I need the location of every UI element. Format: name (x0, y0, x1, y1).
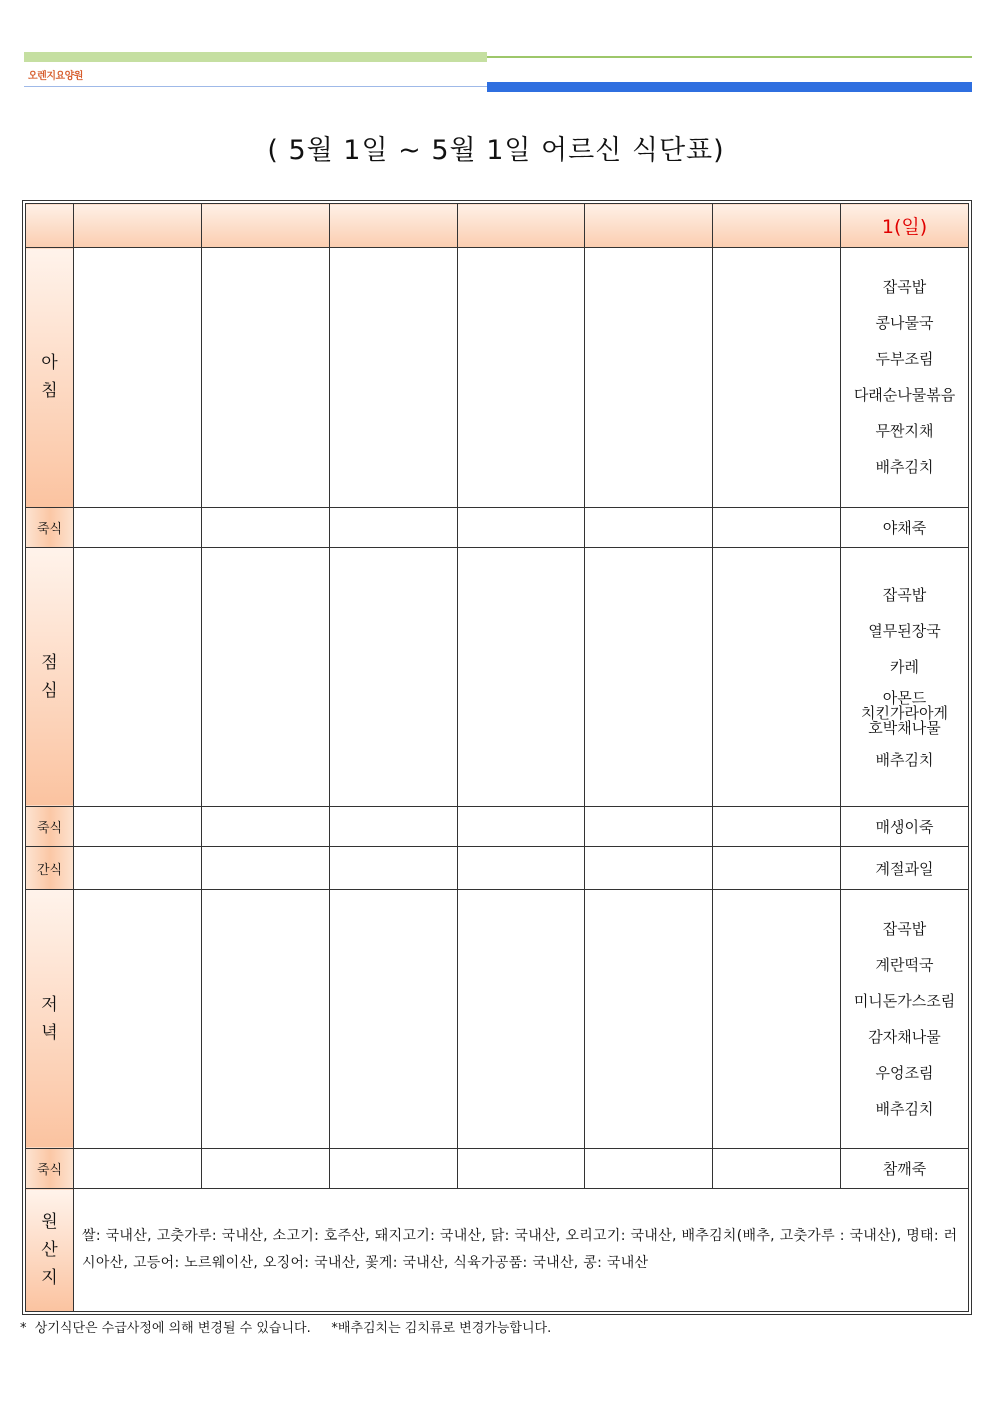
menu-item: 미니돈가스조림 (853, 991, 956, 1010)
origin-info-text: 쌀: 국내산, 고춧가루: 국내산, 소고기: 호주산, 돼지고기: 국내산, 닭: 국내산, 오리고기: 국내산, 배추김치(배추, 고춧가루 : 국내산), 명태: 러시아산, 고등어: 노르웨이산, 오징어: 국내산, 꽃게: 국내산, 식육가공품: 국내산, 콩: 국내산 (74, 1189, 969, 1312)
day-column-header (585, 204, 713, 248)
empty-cell (74, 847, 202, 889)
empty-cell (585, 807, 713, 847)
origin-row (26, 1189, 969, 1312)
empty-cell (457, 807, 585, 847)
empty-cell (74, 1149, 202, 1189)
porridge-row (26, 507, 969, 547)
page-title: ( 5월 1일 ~ 5월 1일 어르신 식단표) (267, 135, 725, 166)
empty-cell (457, 847, 585, 889)
origin-label-line2: 산 (41, 1240, 58, 1261)
footnote: * 상기식단은 수급사정에 의해 변경될 수 있습니다. *배추김치는 김치류로 변경가능합니다. (20, 1321, 552, 1336)
empty-cell (329, 547, 457, 806)
header-corner-cell (26, 204, 74, 248)
breakfast-label-line1: 아 (41, 353, 58, 374)
empty-cell (713, 507, 841, 547)
menu-item: 다래순나물볶음 (853, 386, 956, 405)
empty-cell (713, 1149, 841, 1189)
empty-cell (457, 507, 585, 547)
empty-cell (457, 547, 585, 806)
dinner-menu-cell (841, 889, 969, 1148)
porridge-label: 죽식 (26, 1149, 74, 1189)
day-column-header (201, 204, 329, 248)
empty-cell (713, 807, 841, 847)
empty-cell (74, 248, 202, 507)
empty-cell (585, 1149, 713, 1189)
day-column-header (329, 204, 457, 248)
header-green-line (487, 56, 972, 58)
empty-cell (329, 248, 457, 507)
menu-item: 두부조림 (875, 350, 934, 369)
porridge-menu-cell: 참깨죽 (841, 1149, 969, 1189)
lunch-label (26, 547, 74, 806)
porridge-menu-cell: 매생이죽 (841, 807, 969, 847)
breakfast-row (26, 248, 969, 507)
empty-cell (713, 248, 841, 507)
empty-cell (585, 889, 713, 1148)
empty-cell (585, 248, 713, 507)
header-green-bar (24, 52, 487, 62)
menu-item: 무짠지채 (875, 422, 934, 441)
empty-cell (74, 507, 202, 547)
empty-cell (201, 248, 329, 507)
empty-cell (329, 807, 457, 847)
day-column-header (74, 204, 202, 248)
menu-item: 배추김치 (875, 458, 934, 477)
empty-cell (329, 847, 457, 889)
menu-item: 감자채나물 (868, 1027, 941, 1046)
meal-table (22, 200, 972, 1315)
origin-label-line3: 지 (41, 1268, 58, 1289)
empty-cell (201, 507, 329, 547)
dinner-label (26, 889, 74, 1148)
header-blue-line (24, 86, 487, 87)
porridge-row (26, 1149, 969, 1189)
empty-cell (74, 547, 202, 806)
day-column-header (713, 204, 841, 248)
menu-item: 호박채나물 (868, 718, 941, 737)
table-header-row (26, 204, 969, 248)
porridge-label: 죽식 (26, 807, 74, 847)
empty-cell (329, 1149, 457, 1189)
empty-cell (201, 547, 329, 806)
breakfast-label (26, 248, 74, 507)
empty-cell (201, 847, 329, 889)
menu-item: 아몬드 (882, 688, 927, 707)
menu-item: 잡곡밥 (882, 278, 927, 297)
empty-cell (201, 807, 329, 847)
dinner-label-line2: 녁 (41, 1022, 58, 1043)
day-column-header-sunday: 1(일) (841, 204, 969, 248)
empty-cell (74, 889, 202, 1148)
snack-menu-cell: 계절과일 (841, 847, 969, 889)
empty-cell (585, 847, 713, 889)
menu-item: 치킨가라아게 (861, 703, 948, 722)
menu-item: 우엉조림 (875, 1063, 934, 1082)
header-blue-bar (487, 82, 972, 92)
snack-label: 간식 (26, 847, 74, 889)
porridge-row (26, 807, 969, 847)
menu-item: 배추김치 (875, 750, 934, 769)
empty-cell (329, 507, 457, 547)
lunch-label-line2: 심 (41, 681, 58, 702)
empty-cell (329, 889, 457, 1148)
empty-cell (457, 889, 585, 1148)
origin-label (26, 1189, 74, 1312)
empty-cell (585, 507, 713, 547)
menu-item: 잡곡밥 (882, 919, 927, 938)
porridge-label: 죽식 (26, 507, 74, 547)
empty-cell (713, 847, 841, 889)
breakfast-menu-cell (841, 248, 969, 507)
lunch-menu-cell (841, 547, 969, 806)
menu-item: 잡곡밥 (882, 585, 927, 604)
porridge-menu-cell: 야채죽 (841, 507, 969, 547)
menu-item: 열무된장국 (868, 621, 941, 640)
empty-cell (74, 807, 202, 847)
empty-cell (713, 889, 841, 1148)
dinner-label-line1: 저 (41, 994, 58, 1015)
empty-cell (713, 547, 841, 806)
dinner-row (26, 889, 969, 1148)
origin-label-line1: 원 (41, 1212, 58, 1233)
menu-item-group (861, 688, 948, 737)
empty-cell (201, 1149, 329, 1189)
menu-item: 콩나물국 (875, 314, 934, 333)
empty-cell (457, 1149, 585, 1189)
menu-item: 배추김치 (875, 1099, 934, 1118)
day-column-header (457, 204, 585, 248)
menu-item: 계란떡국 (875, 955, 934, 974)
empty-cell (585, 547, 713, 806)
empty-cell (201, 889, 329, 1148)
empty-cell (457, 248, 585, 507)
lunch-row (26, 547, 969, 806)
lunch-label-line1: 점 (41, 653, 58, 674)
brand-logo-text: 오렌지요양원 (28, 71, 83, 82)
menu-item: 카레 (890, 657, 920, 676)
snack-row (26, 847, 969, 889)
breakfast-label-line2: 침 (41, 381, 58, 402)
